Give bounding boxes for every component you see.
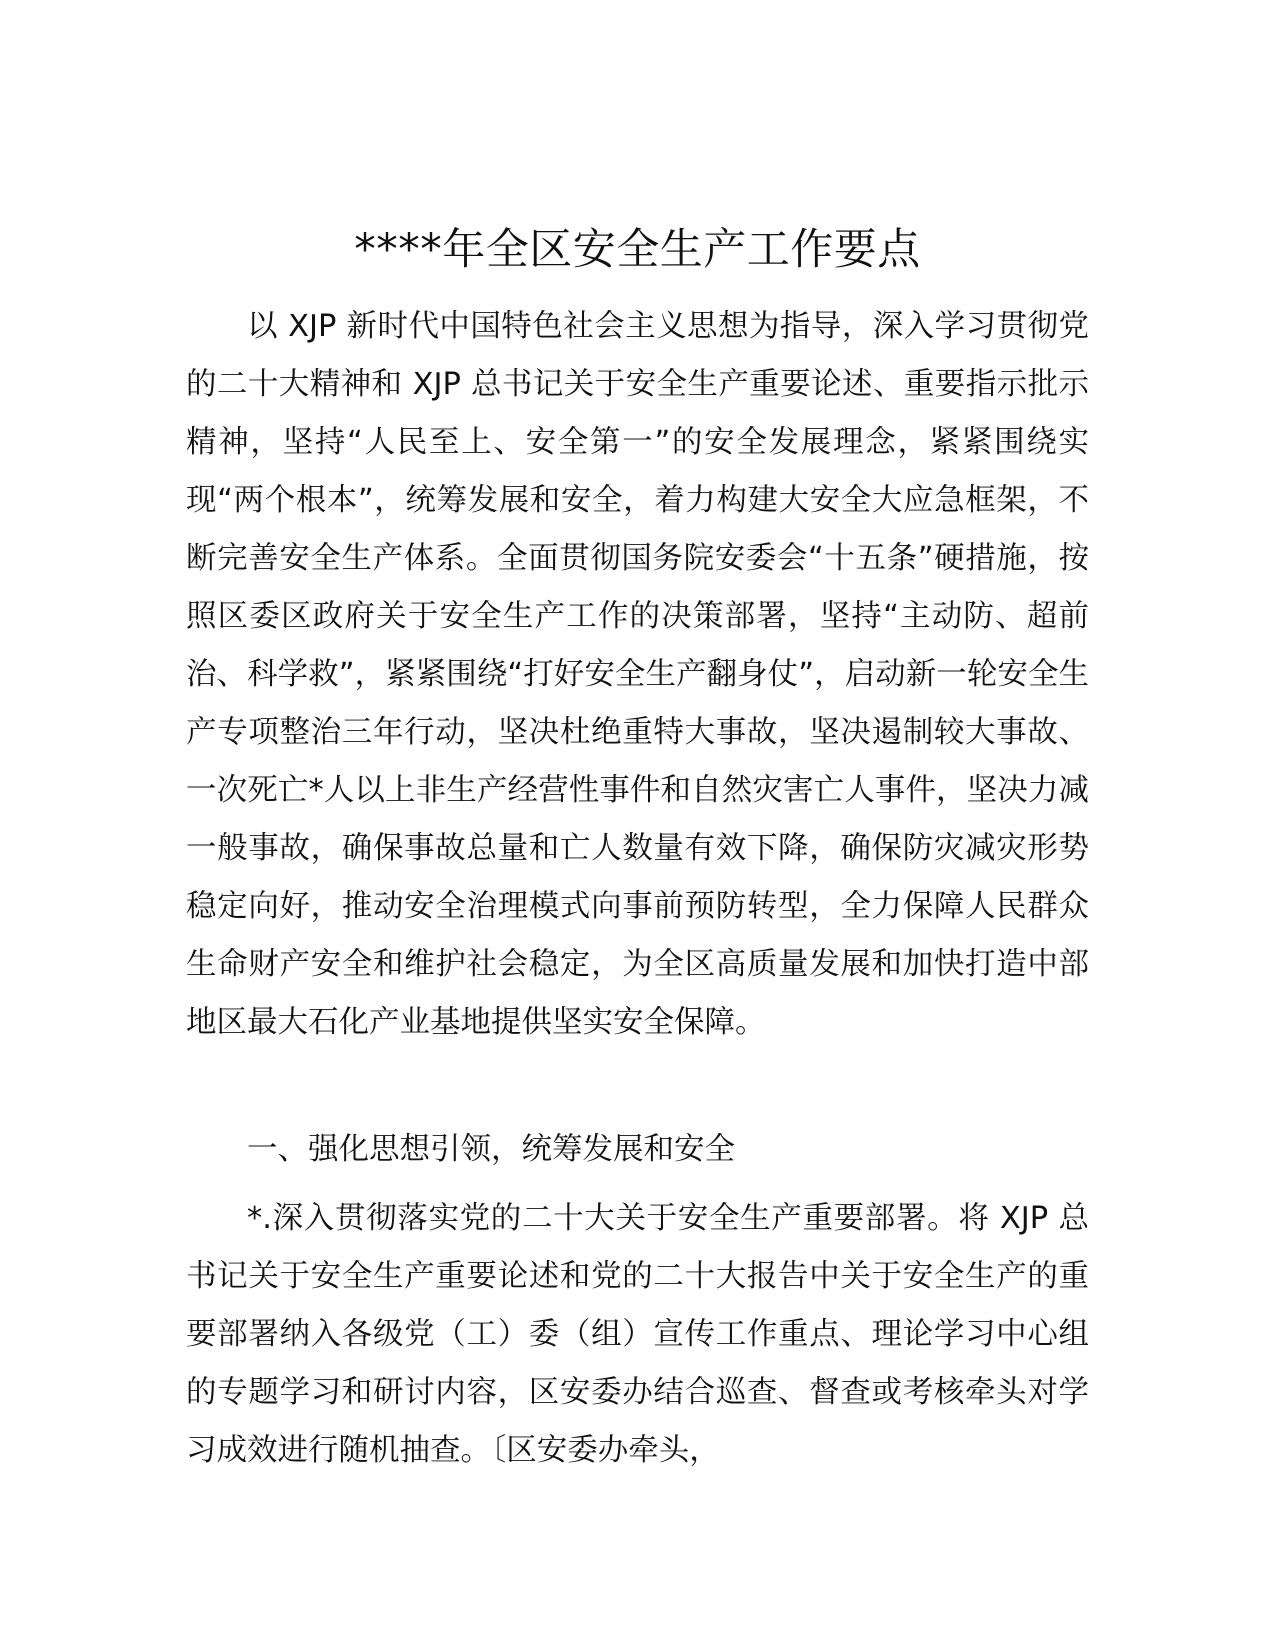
section-paragraph: *.深入贯彻落实党的二十大关于安全生产重要部署。将 XJP 总书记关于安全生产重要论述和党的二十大报告中关于安全生产的重要部署纳入各级党（工）委（组）宣传工作重点、理论学习中心组的专题学习和研讨内容，区安委办结合巡查、督查或考核牵头对学习成效进行随机抽查。〔区安委办牵头， bbox=[186, 1201, 1089, 1468]
intro-paragraph: 以 XJP 新时代中国特色社会主义思想为指导，深入学习贯彻党的二十大精神和 XJP 总书记关于安全生产重要论述、重要指示批示精神，坚持“人民至上、安全第一”的安全发展理念，紧紧围绕实现“两个根本”，统筹发展和安全，着力构建大安全大应急框架，不断完善安全生产体系。全面贯彻国务院安委会“十五条”硬措施，按照区委区政府关于安全生产工作的决策部署，坚持“主动防、超前治、科学救”，紧紧围绕“打好安全生产翻身仗”，启动新一轮安全生产专项整治三年行动，坚决杜绝重特大事故，坚决遏制较大事故、一次死亡*人以上非生产经营性事件和自然灾害亡人事件，坚决力减一般事故，确保事故总量和亡人数量有效下降，确保防灾减灾形势稳定向好，推动安全治理模式向事前预防转型，全力保障人民群众生命财产安全和维护社会稳定，为全区高质量发展和加快打造中部地区最大石化产业基地提供坚实安全保障。 bbox=[186, 309, 1089, 1040]
document-title: ****年全区安全生产工作要点 bbox=[354, 225, 921, 275]
section-heading: 一、强化思想引领，统筹发展和安全 bbox=[247, 1132, 735, 1167]
